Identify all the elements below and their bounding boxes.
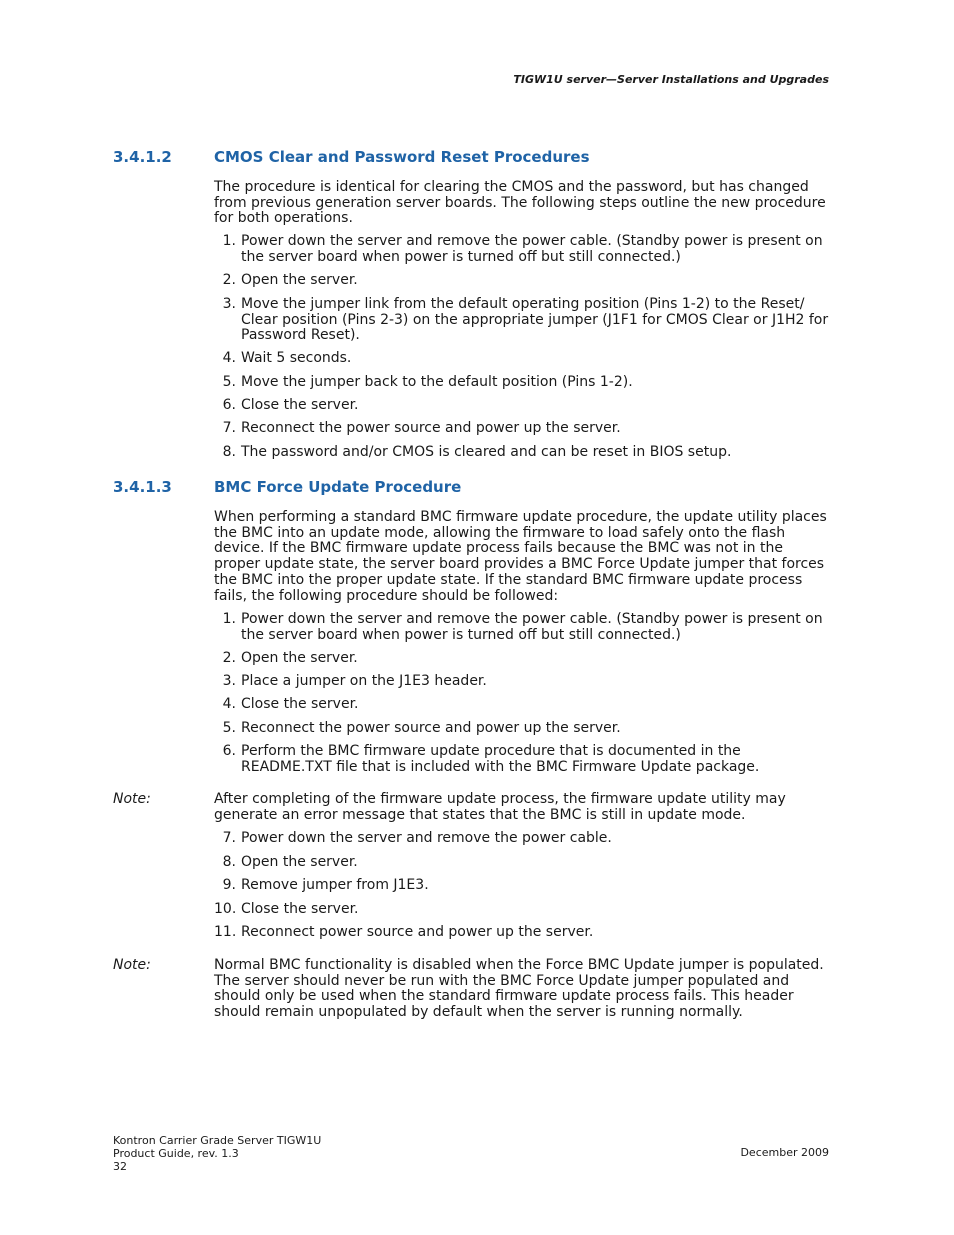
step-text: Open the server. [241, 650, 358, 666]
footer-guide-revision: Product Guide, rev. 1.3 [113, 1147, 239, 1160]
step-number: 2. [222, 650, 236, 666]
page-number: 32 [113, 1160, 127, 1173]
step-text: Open the server. [241, 272, 358, 288]
step-number: 1. [222, 611, 236, 627]
note-label: Note: [113, 957, 151, 973]
step-text: Reconnect the power source and power up the server. [241, 720, 621, 736]
step-number: 1. [222, 233, 236, 249]
running-header: TIGW1U server—Server Installations and Upgrades [513, 73, 829, 86]
step-number: 9. [222, 877, 236, 893]
step-number: 10. [214, 901, 237, 917]
step-text: Wait 5 seconds. [241, 350, 352, 366]
note-text: Normal BMC functionality is disabled when the Force BMC Update jumper is populated. The server should never be run with the BMC Force Update jumper populated and should only be used when the standard firmware update process fails. This header should remain unpopulated by default when the server is running normally. [214, 957, 824, 1021]
step-number: 5. [222, 720, 236, 736]
footer-left [113, 1134, 321, 1173]
footer-product: Kontron Carrier Grade Server TIGW1U [113, 1134, 322, 1147]
step-text: Remove jumper from J1E3. [241, 877, 429, 893]
section-title: CMOS Clear and Password Reset Procedures [214, 148, 590, 166]
step-number: 7. [222, 830, 236, 846]
section-heading-bmc [0, 478, 954, 498]
step-number: 3. [222, 673, 236, 689]
step-text: Move the jumper link from the default operating position (Pins 1-2) to the Reset/ Clear position (Pins 2-3) on the appropriate jumper (J1F1 for CMOS Clear or J1H2 for Password Reset). [241, 296, 829, 344]
section-title: BMC Force Update Procedure [214, 478, 462, 496]
step-text: Close the server. [241, 397, 359, 413]
note-label: Note: [113, 791, 151, 807]
step-number: 2. [222, 272, 236, 288]
section-number: 3.4.1.2 [113, 148, 172, 166]
step-text: Close the server. [241, 901, 359, 917]
section-heading-cmos [0, 148, 954, 168]
step-number: 8. [222, 444, 236, 460]
step-number: 4. [222, 350, 236, 366]
step-text: Reconnect the power source and power up the server. [241, 420, 621, 436]
step-number: 6. [222, 397, 236, 413]
step-number: 11. [214, 924, 237, 940]
step-text: Move the jumper back to the default position (Pins 1-2). [241, 374, 633, 390]
step-number: 4. [222, 696, 236, 712]
step-number: 6. [222, 743, 236, 759]
footer-date: December 2009 [740, 1146, 829, 1159]
step-number: 3. [222, 296, 236, 312]
step-number: 5. [222, 374, 236, 390]
step-text: The password and/or CMOS is cleared and can be reset in BIOS setup. [241, 444, 732, 460]
step-number: 8. [222, 854, 236, 870]
step-text: Power down the server and remove the power cable. [241, 830, 612, 846]
step-text: Reconnect power source and power up the server. [241, 924, 594, 940]
step-text: Perform the BMC firmware update procedure that is documented in the README.TXT file that is included with the BMC Firmware Update package. [241, 743, 760, 775]
section-number: 3.4.1.3 [113, 478, 172, 496]
step-text: Power down the server and remove the power cable. (Standby power is present on the server board when power is turned off but still connected.) [241, 233, 823, 265]
step-text: Power down the server and remove the power cable. (Standby power is present on the server board when power is turned off but still connected.) [241, 611, 823, 643]
intro-paragraph: When performing a standard BMC firmware update procedure, the update utility places the BMC into an update mode, allowing the firmware to load safely onto the flash device. If the BMC firmware update process fails because the BMC was not in the proper update state, the server board provides a BMC Force Update jumper that forces the BMC into the proper update state. If the standard BMC firmware update process fails, the following procedure should be followed: [214, 509, 827, 604]
step-text: Open the server. [241, 854, 358, 870]
intro-paragraph: The procedure is identical for clearing the CMOS and the password, but has changed from previous generation server boards. The following steps outline the new procedure for both operations. [214, 179, 826, 227]
step-number: 7. [222, 420, 236, 436]
step-text: Close the server. [241, 696, 359, 712]
step-text: Place a jumper on the J1E3 header. [241, 673, 487, 689]
note-text: After completing of the firmware update process, the firmware update utility may generate an error message that states that the BMC is still in update mode. [214, 791, 786, 823]
